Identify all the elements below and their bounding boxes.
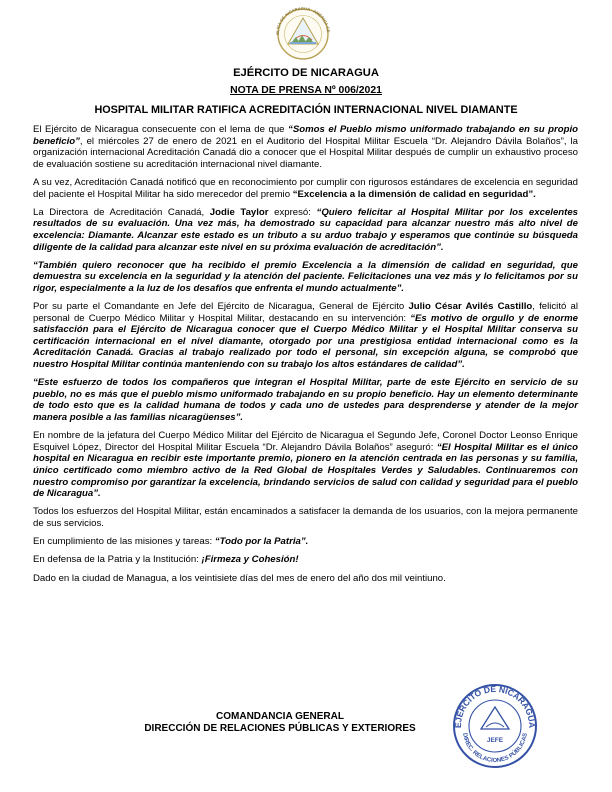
- paragraph-9: En cumplimiento de las misiones y tareas: “Todo por la Patria”.: [33, 536, 309, 548]
- paragraph-1: El Ejército de Nicaragua consecuente con el lema de que “Somos el Pueblo mismo uniformado trabajando en su propio beneficio”, el miércoles 27 de enero de 2021 en el Auditorio del Hospital Militar Escuela “Dr. Alejandro Dávila Bolaños”, la organización internacional Acreditación Canadá dio a conocer que el Hospital Militar después de cumplir un exhaustivo proceso de evaluación sostiene su acreditación internacional nivel diamante.: [33, 124, 579, 170]
- coat-of-arms-emblem: [270, 4, 336, 60]
- svg-text:DIREC. RELACIONES PÚBLICAS: DIREC. RELACIONES PÚBLICAS: [461, 732, 529, 765]
- paragraph-10: En defensa de la Patria y la Institución: ¡Firmeza y Cohesión!: [33, 554, 299, 566]
- headline: HOSPITAL MILITAR RATIFICA ACREDITACIÓN INTERNACIONAL NIVEL DIAMANTE: [94, 104, 518, 116]
- press-note-label: NOTA DE PRENSA Nº 006/2021: [230, 85, 382, 96]
- organization-name: EJÉRCITO DE NICARAGUA: [233, 67, 379, 79]
- press-release-body: [33, 124, 578, 591]
- official-seal-stamp: [452, 683, 538, 769]
- paragraph-2: A su vez, Acreditación Canadá notificó que en reconocimiento por cumplir con rigurosos estándares de excelencia en seguridad del paciente el Hospital Militar ha sido merecedor del premio “Excelencia a la dimensión de calidad en seguridad”.: [33, 176, 578, 200]
- svg-text:EJÉRCITO DE NICARAGUA: EJÉRCITO DE NICARAGUA: [452, 683, 538, 729]
- paragraph-7: En nombre de la jefatura del Cuerpo Médico Militar del Ejército de Nicaragua el Segundo Jefe, Coronel Doctor Leonso Enrique Esquivel López, Director del Hospital Militar Escuela “Dr. Alejandro Dávila Bolaños” aseguró: “El Hospital Militar es el único hospital en Nicaragua en recibir este importante premio, pionero en la atención centrada en las personas y su familia, único certificado como miembro activo de la Red Global de Hospitales Verdes y Saludables. Continuaremos con nuestro compromiso por garantizar la excelencia, brindando servicios de salud con calidad y seguridad para el pueblo de Nicaragua”.: [33, 430, 578, 500]
- seal-center-text: JEFE: [486, 737, 504, 744]
- press-note-number: [0, 85, 612, 96]
- signature-line-1: COMANDANCIA GENERAL: [216, 711, 344, 722]
- paragraph-4: “También quiero reconocer que ha recibido el premio Excelencia a la dimensión de calidad en seguridad, que demuestra su excelencia en la seguridad y la atención del paciente. Felicitaciones una vez más y lo felicitamos por su rigor, especialmente a la luz de los desafíos que enfrenta el mundo actualmente”.: [33, 259, 578, 294]
- paragraph-3: La Directora de Acreditación Canadá, Jodie Taylor expresó: “Quiero felicitar al Hospital Militar por los excelentes resultados de su evaluación. Una vez más, ha demostrado su capacidad para alcanzar nuestro más alto nivel de excelencia: Diamante. Alcanzar este estado es un tributo a su arduo trabajo y esperamos que continúe su búsqueda diligente de la calidad para alcanzar este nivel en su próxima evaluación de acreditación”.: [33, 206, 579, 253]
- paragraph-11: Dado en la ciudad de Managua, a los veintisiete días del mes de enero del año dos mil veintiuno.: [33, 572, 446, 584]
- paragraph-6: “Este esfuerzo de todos los compañeros que integran el Hospital Militar, parte de este Ejército en servicio de su pueblo, no es más que el pueblo mismo uniformado trabajando en su propio beneficio. Hay un elemento determinante de todo esto que es la calidad humana de todos y cada uno de ustedes para desprenderse y atender de la mejor manera posible a las familias nicaragüenses”.: [33, 377, 578, 424]
- paragraph-8: Todos los esfuerzos del Hospital Militar, están encaminados a satisfacer la demanda de los usuarios, con la mejora permanente de sus servicios.: [33, 506, 578, 529]
- signature-line-2: DIRECCIÓN DE RELACIONES PÚBLICAS Y EXTERIORES: [144, 723, 416, 734]
- signature-block: [110, 711, 450, 735]
- paragraph-5: Por su parte el Comandante en Jefe del Ejército de Nicaragua, General de Ejército Julio César Avilés Castillo, felicitó al personal de Cuerpo Médico Militar y Hospital Militar, destacando en su intervención: “Es motivo de orgullo y de enorme satisfacción para el Ejército de Nicaragua conocer que el Cuerpo Médico Militar y el Hospital Militar conserva su certificación internacional en el nivel diamante, otorgado por una prestigiosa entidad internacional como es la Acreditación Canadá. Gracias al trabajo realizado por todo el personal, sin excepción alguna, se comprobó que nuestro Hospital Militar continúa manteniendo con su trabajo los altos estándares de calidad”.: [33, 301, 578, 371]
- svg-text:REPÚBLICA DE NICARAGUA · AMÉRI: BLICA DE NICARAGUA · AMÉRICA CE: [274, 5, 331, 35]
